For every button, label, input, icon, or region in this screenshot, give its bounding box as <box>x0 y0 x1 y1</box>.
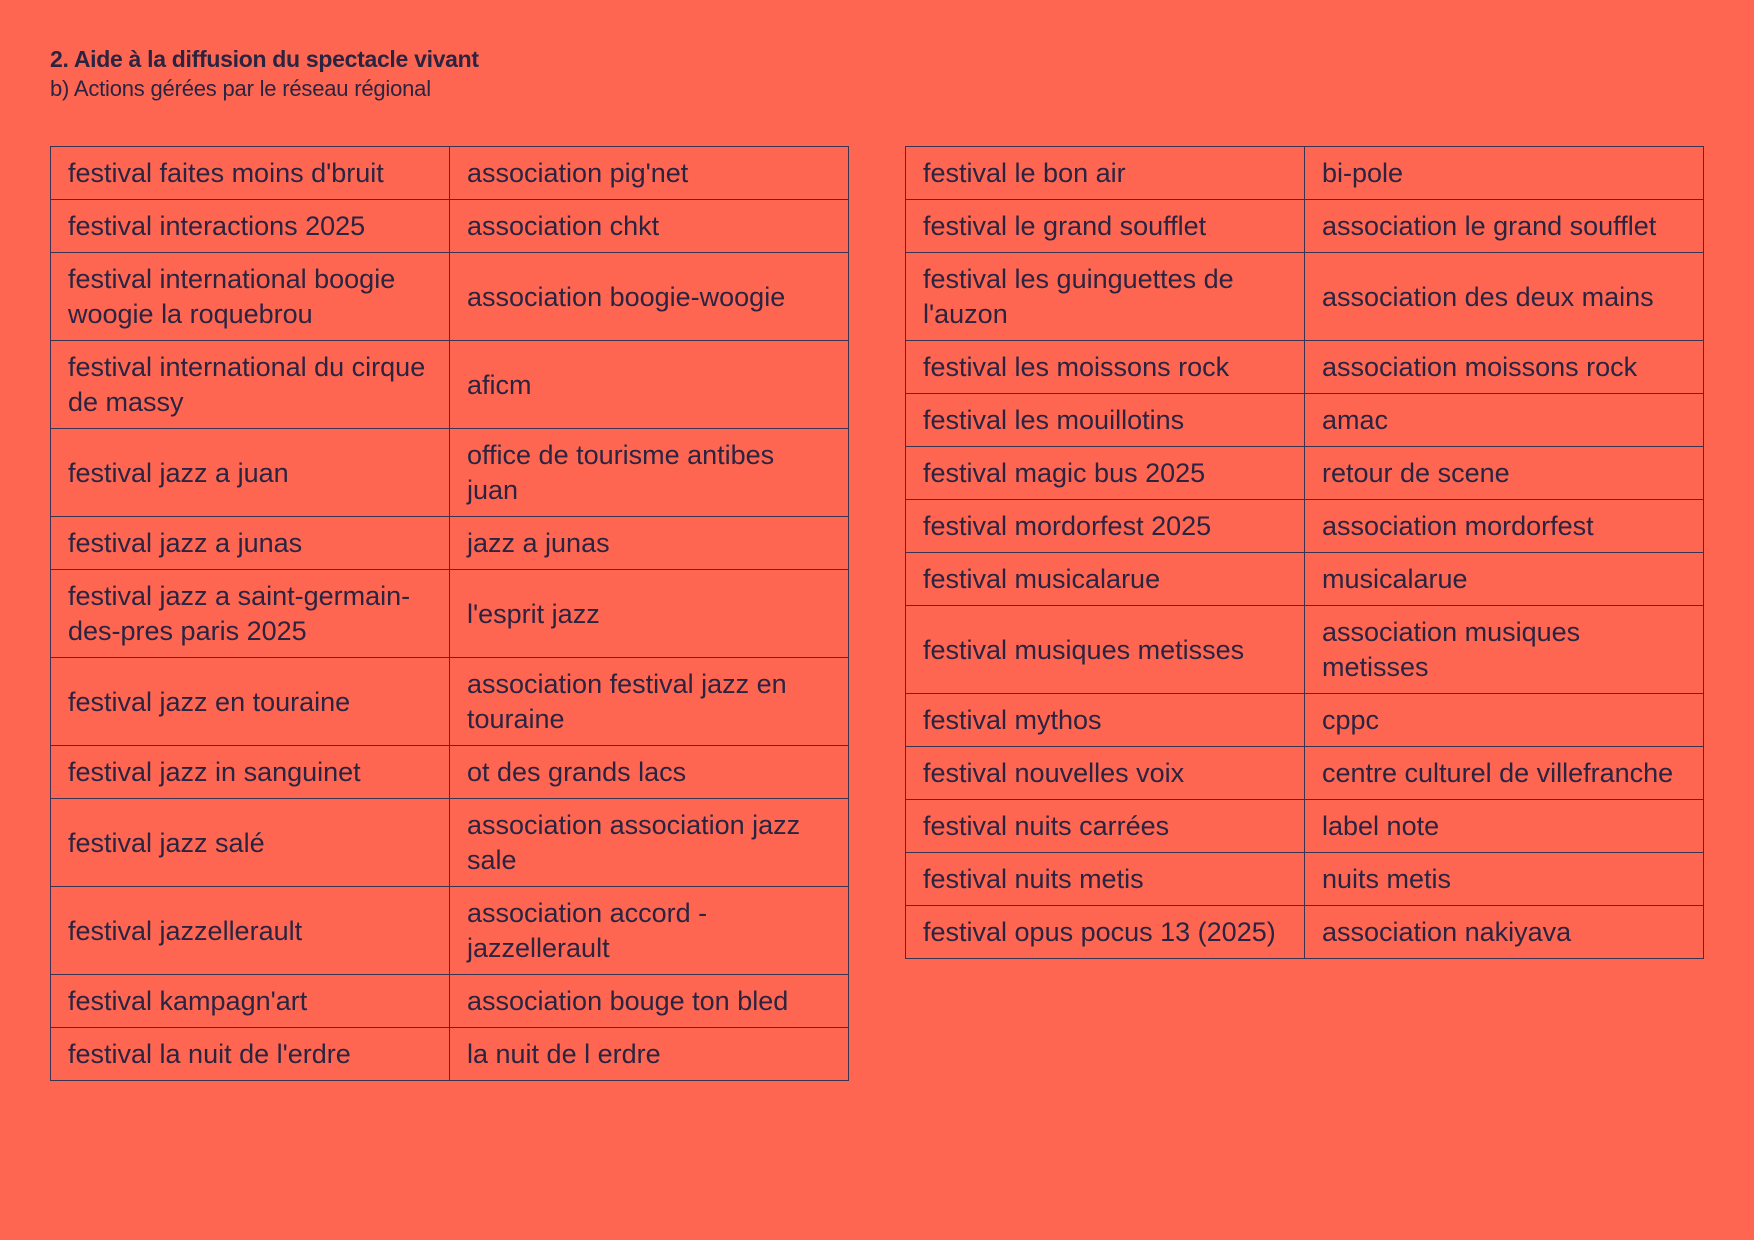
festival-name-cell: festival jazz a saint-germain-des-pres paris 2025 <box>51 570 450 658</box>
organizer-cell: amac <box>1305 394 1704 447</box>
festival-name-cell: festival kampagn'art <box>51 975 450 1028</box>
table-row <box>51 799 849 887</box>
table-row <box>906 906 1704 959</box>
organizer-cell: retour de scene <box>1305 447 1704 500</box>
table-row <box>51 341 849 429</box>
organizer-cell: office de tourisme antibes juan <box>450 429 849 517</box>
festival-name-cell: festival musicalarue <box>906 553 1305 606</box>
page-title: 2. Aide à la diffusion du spectacle vivant <box>50 46 479 72</box>
organizer-cell: association mordorfest <box>1305 500 1704 553</box>
table-row <box>51 746 849 799</box>
table-row <box>906 747 1704 800</box>
festival-name-cell: festival jazz a juan <box>51 429 450 517</box>
table-row <box>906 447 1704 500</box>
festival-name-cell: festival mythos <box>906 694 1305 747</box>
organizer-cell: cppc <box>1305 694 1704 747</box>
festival-name-cell: festival musiques metisses <box>906 606 1305 694</box>
page-subtitle: b) Actions gérées par le réseau régional <box>50 76 431 101</box>
organizer-cell: association bouge ton bled <box>450 975 849 1028</box>
organizer-cell: association nakiyava <box>1305 906 1704 959</box>
organizer-cell: association accord - jazzellerault <box>450 887 849 975</box>
festival-name-cell: festival faites moins d'bruit <box>51 147 450 200</box>
festival-name-cell: festival international boogie woogie la roquebrou <box>51 253 450 341</box>
festival-name-cell: festival magic bus 2025 <box>906 447 1305 500</box>
table-row <box>906 253 1704 341</box>
table-row <box>51 658 849 746</box>
organizer-cell: l'esprit jazz <box>450 570 849 658</box>
festival-name-cell: festival mordorfest 2025 <box>906 500 1305 553</box>
organizer-cell: aficm <box>450 341 849 429</box>
organizer-cell: association musiques metisses <box>1305 606 1704 694</box>
organizer-cell: association chkt <box>450 200 849 253</box>
organizer-cell: ot des grands lacs <box>450 746 849 799</box>
table-row <box>51 1028 849 1081</box>
festival-name-cell: festival le bon air <box>906 147 1305 200</box>
festival-name-cell: festival nouvelles voix <box>906 747 1305 800</box>
festival-name-cell: festival jazz salé <box>51 799 450 887</box>
organizer-cell: musicalarue <box>1305 553 1704 606</box>
festival-table-left <box>50 146 849 1081</box>
table-row <box>51 570 849 658</box>
table-row <box>906 147 1704 200</box>
festival-name-cell: festival les moissons rock <box>906 341 1305 394</box>
festival-name-cell: festival jazz in sanguinet <box>51 746 450 799</box>
table-row <box>51 147 849 200</box>
festival-name-cell: festival jazz a junas <box>51 517 450 570</box>
table-row <box>51 975 849 1028</box>
festival-name-cell: festival le grand soufflet <box>906 200 1305 253</box>
festival-name-cell: festival jazzellerault <box>51 887 450 975</box>
table-row <box>906 606 1704 694</box>
table-row <box>906 341 1704 394</box>
organizer-cell: association des deux mains <box>1305 253 1704 341</box>
table-row <box>906 500 1704 553</box>
festival-name-cell: festival la nuit de l'erdre <box>51 1028 450 1081</box>
table-row <box>906 853 1704 906</box>
festival-name-cell: festival opus pocus 13 (2025) <box>906 906 1305 959</box>
organizer-cell: association festival jazz en touraine <box>450 658 849 746</box>
table-row <box>51 429 849 517</box>
table-row <box>906 694 1704 747</box>
festival-name-cell: festival international du cirque de massy <box>51 341 450 429</box>
organizer-cell: nuits metis <box>1305 853 1704 906</box>
festival-name-cell: festival interactions 2025 <box>51 200 450 253</box>
table-row <box>51 887 849 975</box>
organizer-cell: centre culturel de villefranche <box>1305 747 1704 800</box>
organizer-cell: association association jazz sale <box>450 799 849 887</box>
organizer-cell: la nuit de l erdre <box>450 1028 849 1081</box>
table-row <box>51 253 849 341</box>
organizer-cell: bi-pole <box>1305 147 1704 200</box>
festival-name-cell: festival jazz en touraine <box>51 658 450 746</box>
organizer-cell: label note <box>1305 800 1704 853</box>
organizer-cell: association moissons rock <box>1305 341 1704 394</box>
table-row <box>906 394 1704 447</box>
festival-name-cell: festival les mouillotins <box>906 394 1305 447</box>
festival-name-cell: festival nuits carrées <box>906 800 1305 853</box>
table-row <box>51 517 849 570</box>
festival-name-cell: festival les guinguettes de l'auzon <box>906 253 1305 341</box>
header <box>50 44 479 104</box>
festival-table-right <box>905 146 1704 959</box>
organizer-cell: jazz a junas <box>450 517 849 570</box>
organizer-cell: association pig'net <box>450 147 849 200</box>
table-row <box>906 800 1704 853</box>
organizer-cell: association le grand soufflet <box>1305 200 1704 253</box>
table-row <box>51 200 849 253</box>
table-row <box>906 200 1704 253</box>
organizer-cell: association boogie-woogie <box>450 253 849 341</box>
table-row <box>906 553 1704 606</box>
festival-name-cell: festival nuits metis <box>906 853 1305 906</box>
